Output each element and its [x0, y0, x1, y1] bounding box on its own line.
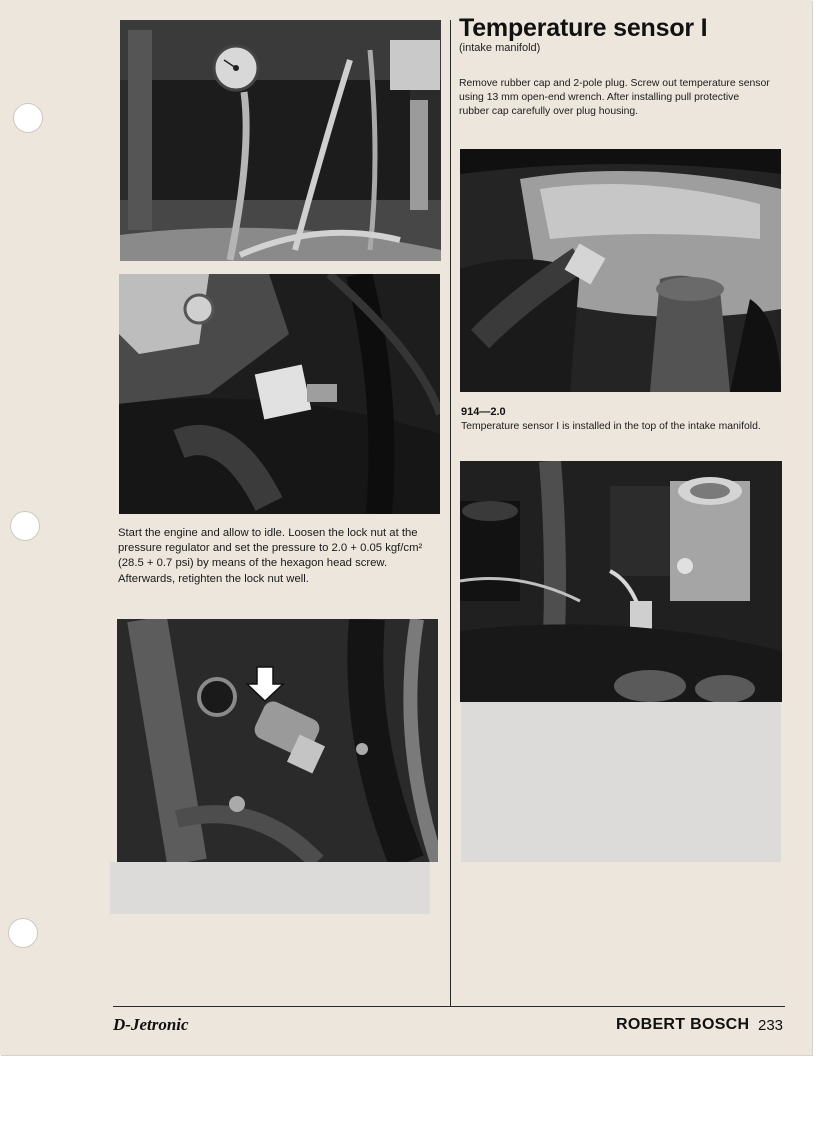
photo-temperature-sensor-installed: [460, 461, 782, 702]
punch-hole-top: [13, 103, 43, 133]
pressure-adjustment-instructions: Start the engine and allow to idle. Loosen the lock nut at the pressure regulator and set the pressure to 2.0 + 0.05 kgf/cm² (28.5 + 0.7 psi) by means of the hexagon head screw.: [118, 527, 423, 570]
retighten-instruction: Afterwards, retighten the lock nut well.: [118, 572, 309, 585]
photo-intake-manifold-sensor: [460, 149, 781, 392]
footer-brand: ROBERT BOSCH: [616, 1016, 750, 1033]
footer-section-name: D-Jetronic: [113, 1015, 189, 1034]
footer-rule: [113, 1006, 785, 1007]
column-divider: [450, 20, 451, 1006]
punch-hole-middle: [10, 511, 40, 541]
photo-regulator-lock-nut: [117, 619, 438, 862]
sensor-removal-instructions: Remove rubber cap and 2-pole plug. Screw out temperature sensor using 13 mm open-end wrench. After installing pull protective rubber cap carefully over plug housing.: [459, 78, 770, 118]
pressure-adjustment-text: [118, 526, 436, 587]
punch-hole-bottom: [8, 918, 38, 948]
page-subtitle: (intake manifold): [459, 42, 541, 54]
show-through-right: [461, 702, 781, 862]
page-number: 233: [758, 1017, 784, 1034]
photo-pressure-regulator: [119, 274, 440, 514]
photo-pressure-gauge: [120, 20, 441, 261]
show-through-left: [110, 862, 430, 914]
caption-text: Temperature sensor I is installed in the top of the intake manifold.: [461, 421, 761, 432]
page-title: Temperature sensor I: [459, 14, 708, 42]
caption-model: 914—2.0: [461, 406, 506, 418]
